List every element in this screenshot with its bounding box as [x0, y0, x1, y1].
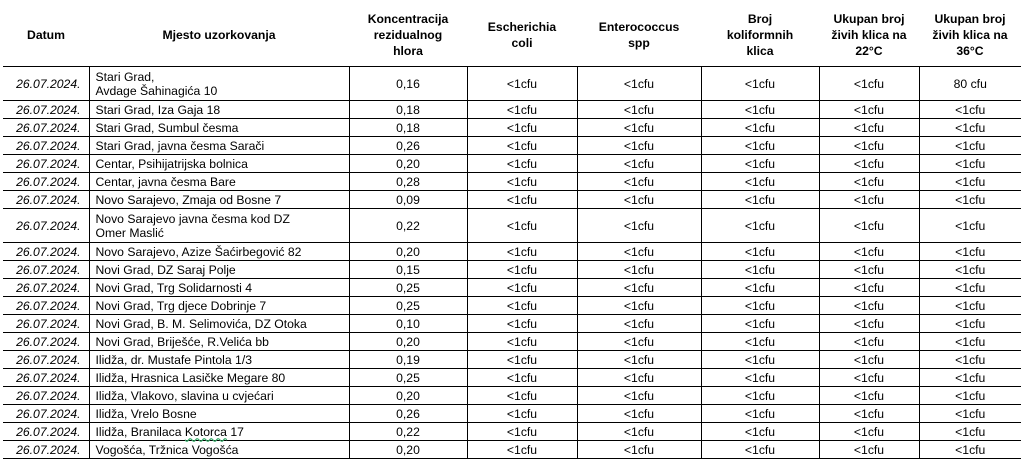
cell-enterococcus: <1cfu — [577, 315, 701, 333]
cell-chlorine: 0,18 — [349, 101, 467, 119]
table-row — [3, 155, 1021, 173]
table-row — [3, 441, 1021, 459]
cell-coliform: <1cfu — [701, 369, 819, 387]
cell-date: 26.07.2024. — [3, 101, 89, 119]
cell-total-22: <1cfu — [819, 137, 919, 155]
cell-location — [89, 101, 349, 119]
cell-coliform: <1cfu — [701, 137, 819, 155]
cell-location — [89, 67, 349, 101]
cell-total-36: 80 cfu — [919, 67, 1021, 101]
cell-location-line: Stari Grad, javna česma Sarači — [95, 138, 265, 153]
cell-total-36: <1cfu — [919, 279, 1021, 297]
cell-coliform: <1cfu — [701, 243, 819, 261]
cell-coliform: <1cfu — [701, 261, 819, 279]
header-total-36-line: Ukupan broj — [934, 12, 1006, 26]
cell-enterococcus: <1cfu — [577, 333, 701, 351]
cell-total-22: <1cfu — [819, 387, 919, 405]
cell-total-22: <1cfu — [819, 315, 919, 333]
cell-total-36: <1cfu — [919, 387, 1021, 405]
cell-total-22: <1cfu — [819, 351, 919, 369]
cell-total-36: <1cfu — [919, 351, 1021, 369]
cell-location — [89, 297, 349, 315]
cell-enterococcus: <1cfu — [577, 243, 701, 261]
cell-location — [89, 261, 349, 279]
water-quality-table — [3, 4, 1021, 459]
cell-ecoli: <1cfu — [467, 209, 577, 243]
cell-location-line: Vogošća, Tržnica Vogošća — [95, 442, 239, 457]
cell-total-22: <1cfu — [819, 297, 919, 315]
table-row — [3, 369, 1021, 387]
table-row — [3, 297, 1021, 315]
cell-location-line: Ilidža, Hrasnica Lasičke Megare 80 — [95, 370, 286, 385]
cell-location-line: Novi Grad, B. M. Selimovića, DZ Otoka — [95, 316, 307, 331]
cell-chlorine: 0,20 — [349, 441, 467, 459]
cell-chlorine: 0,10 — [349, 315, 467, 333]
cell-enterococcus: <1cfu — [577, 423, 701, 441]
table-row — [3, 137, 1021, 155]
cell-coliform: <1cfu — [701, 387, 819, 405]
cell-ecoli: <1cfu — [467, 279, 577, 297]
header-ecoli-line: coli — [511, 36, 533, 50]
cell-date: 26.07.2024. — [3, 423, 89, 441]
cell-ecoli: <1cfu — [467, 315, 577, 333]
cell-date: 26.07.2024. — [3, 173, 89, 191]
cell-date: 26.07.2024. — [3, 441, 89, 459]
header-chlorine-line: hlora — [393, 44, 423, 58]
cell-coliform: <1cfu — [701, 405, 819, 423]
cell-location — [89, 209, 349, 243]
cell-ecoli: <1cfu — [467, 333, 577, 351]
cell-ecoli: <1cfu — [467, 369, 577, 387]
cell-total-36: <1cfu — [919, 423, 1021, 441]
cell-location-line: Centar, javna česma Bare — [95, 174, 236, 189]
table-row — [3, 67, 1021, 101]
cell-date: 26.07.2024. — [3, 405, 89, 423]
cell-location — [89, 441, 349, 459]
cell-ecoli: <1cfu — [467, 155, 577, 173]
header-ecoli — [467, 4, 577, 67]
cell-location — [89, 405, 349, 423]
cell-chlorine: 0,28 — [349, 173, 467, 191]
cell-ecoli: <1cfu — [467, 191, 577, 209]
cell-date: 26.07.2024. — [3, 315, 89, 333]
cell-chlorine: 0,20 — [349, 155, 467, 173]
cell-location — [89, 119, 349, 137]
cell-location-line: Novi Grad, Trg Solidarnosti 4 — [95, 280, 252, 295]
cell-location-line: Ilidža, Vlakovo, slavina u cvjećari — [95, 388, 274, 403]
cell-ecoli: <1cfu — [467, 173, 577, 191]
cell-coliform: <1cfu — [701, 155, 819, 173]
header-enterococcus-line: spp — [628, 36, 650, 50]
cell-enterococcus: <1cfu — [577, 279, 701, 297]
cell-location — [89, 279, 349, 297]
cell-location-line: Stari Grad, Iza Gaja 18 — [95, 102, 221, 117]
table-row — [3, 315, 1021, 333]
header-total-36 — [919, 4, 1021, 67]
header-coliform-line: Broj — [747, 12, 773, 26]
cell-chlorine: 0,25 — [349, 279, 467, 297]
cell-coliform: <1cfu — [701, 423, 819, 441]
cell-total-36: <1cfu — [919, 243, 1021, 261]
cell-ecoli: <1cfu — [467, 137, 577, 155]
table-body — [3, 67, 1021, 459]
header-total-22-line: Ukupan broj — [833, 12, 905, 26]
cell-enterococcus: <1cfu — [577, 209, 701, 243]
cell-chlorine: 0,09 — [349, 191, 467, 209]
cell-total-22: <1cfu — [819, 67, 919, 101]
header-chlorine-line: rezidualnog — [373, 28, 443, 42]
cell-enterococcus: <1cfu — [577, 155, 701, 173]
header-total-36-line: živih klica na — [932, 28, 1008, 42]
cell-date: 26.07.2024. — [3, 387, 89, 405]
cell-total-22: <1cfu — [819, 441, 919, 459]
cell-total-22: <1cfu — [819, 191, 919, 209]
cell-chlorine: 0,22 — [349, 209, 467, 243]
header-location: Mjesto uzorkovanja — [89, 4, 349, 67]
cell-date: 26.07.2024. — [3, 261, 89, 279]
cell-location — [89, 155, 349, 173]
cell-ecoli: <1cfu — [467, 101, 577, 119]
cell-total-22: <1cfu — [819, 101, 919, 119]
cell-enterococcus: <1cfu — [577, 261, 701, 279]
cell-total-22: <1cfu — [819, 405, 919, 423]
cell-chlorine: 0,20 — [349, 333, 467, 351]
table-row — [3, 173, 1021, 191]
cell-location — [89, 243, 349, 261]
table-row — [3, 119, 1021, 137]
table-row — [3, 279, 1021, 297]
table-row — [3, 191, 1021, 209]
cell-coliform: <1cfu — [701, 101, 819, 119]
header-coliform — [701, 4, 819, 67]
header-coliform-line: klica — [746, 44, 774, 58]
cell-total-22: <1cfu — [819, 369, 919, 387]
cell-date: 26.07.2024. — [3, 119, 89, 137]
cell-location-line: Novo Sarajevo, Azize Šaćirbegović 82 — [95, 244, 302, 259]
cell-total-22: <1cfu — [819, 209, 919, 243]
header-ecoli-line: Escherichia — [487, 20, 557, 34]
cell-location-line: Novo Sarajevo javna česma kod DZ — [95, 211, 290, 226]
cell-location-line: Ilidža, Vrelo Bosne — [95, 406, 197, 421]
cell-date: 26.07.2024. — [3, 67, 89, 101]
cell-total-36: <1cfu — [919, 137, 1021, 155]
cell-coliform: <1cfu — [701, 119, 819, 137]
cell-coliform: <1cfu — [701, 351, 819, 369]
table-row — [3, 243, 1021, 261]
cell-total-36: <1cfu — [919, 209, 1021, 243]
cell-total-22: <1cfu — [819, 423, 919, 441]
header-date: Datum — [3, 4, 89, 67]
cell-enterococcus: <1cfu — [577, 191, 701, 209]
cell-chlorine: 0,22 — [349, 423, 467, 441]
table-row — [3, 101, 1021, 119]
cell-chlorine: 0,16 — [349, 67, 467, 101]
cell-date: 26.07.2024. — [3, 351, 89, 369]
cell-total-36: <1cfu — [919, 297, 1021, 315]
cell-date: 26.07.2024. — [3, 243, 89, 261]
cell-location-line: Novo Sarajevo, Zmaja od Bosne 7 — [95, 192, 282, 207]
cell-total-36: <1cfu — [919, 333, 1021, 351]
cell-location-line: Omer Maslić — [95, 225, 164, 240]
table-row — [3, 423, 1021, 441]
cell-total-22: <1cfu — [819, 119, 919, 137]
table-row — [3, 351, 1021, 369]
cell-location — [89, 387, 349, 405]
cell-chlorine: 0,26 — [349, 137, 467, 155]
cell-chlorine: 0,15 — [349, 261, 467, 279]
spellcheck-underline: Kotorca — [184, 424, 227, 439]
cell-total-36: <1cfu — [919, 173, 1021, 191]
cell-total-22: <1cfu — [819, 243, 919, 261]
cell-coliform: <1cfu — [701, 441, 819, 459]
cell-chlorine: 0,18 — [349, 119, 467, 137]
cell-date: 26.07.2024. — [3, 137, 89, 155]
cell-total-22: <1cfu — [819, 333, 919, 351]
cell-enterococcus: <1cfu — [577, 67, 701, 101]
cell-chlorine: 0,25 — [349, 369, 467, 387]
cell-total-36: <1cfu — [919, 101, 1021, 119]
table-row — [3, 209, 1021, 243]
cell-date: 26.07.2024. — [3, 333, 89, 351]
cell-enterococcus: <1cfu — [577, 387, 701, 405]
cell-date: 26.07.2024. — [3, 369, 89, 387]
table-row — [3, 261, 1021, 279]
header-coliform-line: koliformnih — [726, 28, 794, 42]
cell-date: 26.07.2024. — [3, 279, 89, 297]
cell-enterococcus: <1cfu — [577, 119, 701, 137]
cell-coliform: <1cfu — [701, 333, 819, 351]
cell-enterococcus: <1cfu — [577, 441, 701, 459]
cell-location — [89, 173, 349, 191]
cell-coliform: <1cfu — [701, 173, 819, 191]
cell-total-36: <1cfu — [919, 441, 1021, 459]
cell-chlorine: 0,25 — [349, 297, 467, 315]
cell-chlorine: 0,20 — [349, 387, 467, 405]
header-enterococcus — [577, 4, 701, 67]
cell-chlorine: 0,26 — [349, 405, 467, 423]
cell-total-22: <1cfu — [819, 155, 919, 173]
cell-ecoli: <1cfu — [467, 243, 577, 261]
table-row — [3, 405, 1021, 423]
cell-enterococcus: <1cfu — [577, 137, 701, 155]
cell-coliform: <1cfu — [701, 209, 819, 243]
cell-enterococcus: <1cfu — [577, 369, 701, 387]
cell-ecoli: <1cfu — [467, 261, 577, 279]
cell-location — [89, 369, 349, 387]
cell-coliform: <1cfu — [701, 297, 819, 315]
cell-location-line: Ilidža, Branilaca Kotorca 17 — [95, 424, 244, 439]
cell-total-22: <1cfu — [819, 173, 919, 191]
header-total-22-line: živih klica na — [831, 28, 907, 42]
cell-total-36: <1cfu — [919, 405, 1021, 423]
header-total-22-line: 22°C — [855, 44, 883, 58]
table-row — [3, 387, 1021, 405]
cell-enterococcus: <1cfu — [577, 405, 701, 423]
cell-enterococcus: <1cfu — [577, 101, 701, 119]
cell-ecoli: <1cfu — [467, 405, 577, 423]
cell-chlorine: 0,20 — [349, 243, 467, 261]
cell-location-line: Avdage Šahinagića 10 — [95, 83, 218, 98]
cell-location-line: Ilidža, dr. Mustafe Pintola 1/3 — [95, 352, 252, 367]
cell-location — [89, 137, 349, 155]
cell-total-36: <1cfu — [919, 191, 1021, 209]
cell-location-line: Novi Grad, Trg djece Dobrinje 7 — [95, 298, 267, 313]
cell-total-22: <1cfu — [819, 279, 919, 297]
cell-total-36: <1cfu — [919, 119, 1021, 137]
cell-coliform: <1cfu — [701, 315, 819, 333]
cell-ecoli: <1cfu — [467, 423, 577, 441]
cell-location-line: Novi Grad, DZ Saraj Polje — [95, 262, 236, 277]
cell-date: 26.07.2024. — [3, 155, 89, 173]
header-chlorine — [349, 4, 467, 67]
cell-total-36: <1cfu — [919, 369, 1021, 387]
cell-location-line: Stari Grad, — [95, 69, 155, 84]
cell-ecoli: <1cfu — [467, 351, 577, 369]
table-row — [3, 333, 1021, 351]
cell-ecoli: <1cfu — [467, 297, 577, 315]
cell-enterococcus: <1cfu — [577, 173, 701, 191]
cell-total-36: <1cfu — [919, 261, 1021, 279]
cell-chlorine: 0,19 — [349, 351, 467, 369]
header-enterococcus-line: Enterococcus — [598, 20, 680, 34]
cell-total-36: <1cfu — [919, 315, 1021, 333]
cell-ecoli: <1cfu — [467, 67, 577, 101]
cell-ecoli: <1cfu — [467, 441, 577, 459]
cell-location — [89, 333, 349, 351]
cell-location-line: Stari Grad, Sumbul česma — [95, 120, 239, 135]
cell-enterococcus: <1cfu — [577, 297, 701, 315]
cell-ecoli: <1cfu — [467, 387, 577, 405]
cell-location — [89, 315, 349, 333]
header-row — [3, 4, 1021, 67]
cell-date: 26.07.2024. — [3, 209, 89, 243]
cell-location-line: Novi Grad, Briješće, R.Velića bb — [95, 334, 269, 349]
cell-location — [89, 191, 349, 209]
cell-location — [89, 423, 349, 441]
cell-coliform: <1cfu — [701, 279, 819, 297]
header-chlorine-line: Koncentracija — [367, 12, 449, 26]
header-total-36-line: 36°C — [956, 44, 984, 58]
cell-date: 26.07.2024. — [3, 297, 89, 315]
cell-coliform: <1cfu — [701, 67, 819, 101]
cell-total-22: <1cfu — [819, 261, 919, 279]
header-total-22 — [819, 4, 919, 67]
cell-location-line: Centar, Psihijatrijska bolnica — [95, 156, 248, 171]
cell-ecoli: <1cfu — [467, 119, 577, 137]
cell-coliform: <1cfu — [701, 191, 819, 209]
cell-total-36: <1cfu — [919, 155, 1021, 173]
cell-date: 26.07.2024. — [3, 191, 89, 209]
cell-enterococcus: <1cfu — [577, 351, 701, 369]
cell-location — [89, 351, 349, 369]
